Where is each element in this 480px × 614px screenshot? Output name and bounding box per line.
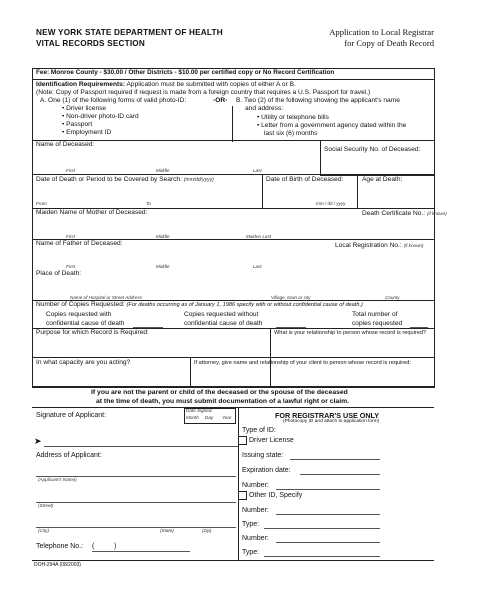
form-title-line1: Application to Local Registrar — [329, 27, 434, 37]
total-label2: copies requested — [352, 320, 403, 327]
village-caption: Village, town or city — [271, 295, 311, 300]
capacity-label: In what capacity are you acting? — [36, 359, 131, 366]
street-line[interactable] — [36, 502, 236, 503]
zip-caption: (Zip) — [202, 528, 212, 533]
copies-with-label: Copies requested with — [46, 311, 112, 318]
driver-license-label: Driver License — [249, 437, 294, 444]
expiration-label: Expiration date: — [242, 467, 291, 474]
signature-line[interactable] — [44, 446, 238, 447]
rule — [32, 560, 434, 561]
registrar-heading: FOR REGISTRAR'S USE ONLY — [275, 411, 380, 420]
street-caption: (Street) — [38, 503, 54, 508]
rule — [238, 407, 239, 560]
notice-line2: at the time of death, you must submit documentation of a lawful right or claim. — [96, 398, 350, 405]
death-cert-text: Death Certificate No.: — [362, 210, 426, 217]
rule — [262, 174, 263, 208]
copies-text: Number of Copies Requested: — [36, 301, 125, 308]
telephone-line[interactable] — [92, 551, 190, 552]
rule — [32, 174, 434, 175]
attorney-label: If attorney, give name and relationship of your client to person whose record is required: — [194, 360, 411, 366]
copies-label — [36, 301, 363, 308]
mother-label: Maiden Name of Mother of Deceased: — [36, 209, 148, 216]
date-signed-label: Date Signed: — [186, 408, 213, 413]
issuing-state-label: Issuing state: — [242, 452, 284, 459]
agency-name: NEW YORK STATE DEPARTMENT OF HEALTH — [36, 28, 223, 37]
local-reg-text: Local Registration No.: — [335, 242, 402, 249]
local-reg-label — [335, 242, 423, 249]
ssn-label: Social Security No. of Deceased: — [324, 146, 421, 153]
city-caption: (City) — [38, 528, 49, 533]
dob-format: mm / dd / yyyy — [316, 201, 346, 206]
other-id-label: Other ID, Specify — [249, 492, 303, 499]
date-of-death-text: Date of Death or Period to be Covered by Search: — [36, 176, 182, 183]
first-caption: First — [66, 168, 75, 173]
notice-line1: If you are not the parent or child of the deceased or the spouse of the deceased — [91, 389, 348, 396]
a-item-nondriver: • Non-driver photo-ID card — [62, 113, 139, 120]
applicant-name-caption: (Applicant's Name) — [38, 477, 77, 482]
address-label: Address of Applicant: — [36, 452, 102, 459]
middle-caption: Middle — [156, 168, 170, 173]
type-label-2: Type: — [242, 549, 260, 556]
agency-section: VITAL RECORDS SECTION — [36, 39, 145, 48]
number-label-3: Number: — [242, 535, 269, 542]
form-title-line2: for Copy of Death Record — [344, 38, 434, 48]
year-caption: Year — [222, 415, 232, 420]
state-caption: (State) — [160, 528, 174, 533]
type-input-1[interactable] — [264, 528, 380, 529]
option-a: A. One (1) of the following forms of valid photo-ID: — [40, 97, 187, 104]
id-divider — [232, 106, 233, 142]
type-input-2[interactable] — [264, 556, 380, 557]
b-item-letter: • Letter from a government agency dated within the — [257, 122, 407, 129]
rule — [357, 174, 358, 208]
from-caption: From — [36, 201, 47, 206]
type-of-id-label: Type of ID: — [242, 427, 276, 434]
paren-open: ( — [92, 543, 95, 550]
number-input-2[interactable] — [276, 514, 380, 515]
id-requirements — [36, 81, 296, 88]
telephone-label: Telephone No.: — [36, 543, 84, 550]
father-label: Name of Father of Deceased: — [36, 240, 123, 247]
age-at-death-label: Age at Death: — [362, 176, 403, 183]
number-input-1[interactable] — [276, 489, 380, 490]
dob-label: Date of Birth of Deceased: — [266, 176, 344, 183]
date-of-death-label — [36, 176, 214, 183]
fee-line: Fee: Monroe County - $30.00 / Other Districts - $10.00 per certified copy or No Record Certification — [36, 69, 335, 76]
month-caption: Month — [186, 415, 199, 420]
passport-note: (Note: Copy of Passport required if request is made from a foreign country that requires a U.S. Passport for travel.) — [36, 89, 371, 96]
if-known-2: (if known) — [403, 243, 424, 248]
id-req-heading: Identification Requirements: — [36, 81, 126, 88]
or-label: -OR- — [213, 97, 228, 104]
other-id-checkbox[interactable] — [238, 491, 247, 500]
a-item-passport: • Passport — [62, 121, 93, 128]
date-format: (mm/dd/yyyy) — [183, 177, 214, 183]
issuing-state-input[interactable] — [290, 459, 380, 460]
b-item-letter-cont: last six (6) months — [264, 130, 318, 137]
last-caption: Last — [253, 168, 262, 173]
driver-license-checkbox[interactable] — [238, 436, 247, 445]
first-caption: First — [66, 234, 75, 239]
id-req-text: Application must be submitted with copies of either A or B. — [125, 81, 296, 88]
relationship-label: What is your relationship to person whose record is required? — [274, 330, 427, 336]
signature-arrow-icon: ➤ — [34, 436, 42, 446]
a-item-employment: • Employment ID — [62, 129, 112, 136]
purpose-label: Purpose for which Record is Required: — [36, 329, 149, 336]
copies-without-label: Copies requested without — [184, 311, 259, 318]
place-of-death-label: Place of Death: — [36, 270, 82, 277]
county-caption: County — [385, 295, 400, 300]
death-cert-label — [362, 210, 447, 217]
day-caption: Day — [205, 415, 214, 420]
middle-caption: Middle — [156, 264, 170, 269]
registrar-subheading: (Photocopy ID and attach to application form) — [283, 419, 380, 424]
name-of-deceased-label: Name of Deceased: — [36, 141, 95, 148]
copies-with-label2: confidential cause of death — [46, 320, 125, 327]
option-b-cont: and address: — [245, 105, 284, 112]
number-input-3[interactable] — [276, 542, 380, 543]
maiden-last-caption: Maiden Last — [246, 234, 272, 239]
to-caption: To — [146, 201, 151, 206]
total-label: Total number of — [352, 311, 398, 318]
copies-without-label2: confidential cause of death — [184, 320, 263, 327]
middle-caption: Middle — [156, 234, 170, 239]
expiration-input[interactable] — [300, 474, 380, 475]
number-label-1: Number: — [242, 482, 269, 489]
a-item-driver: • Driver license — [62, 105, 107, 112]
option-b: B. Two (2) of the following showing the applicant's name — [236, 97, 400, 104]
first-caption: First — [66, 264, 75, 269]
type-label-1: Type: — [242, 521, 260, 528]
form-number: DOH-294A (08/2003) — [34, 562, 81, 568]
rule — [32, 386, 434, 387]
signature-label: Signature of Applicant: — [36, 412, 107, 419]
rule — [32, 357, 434, 358]
number-label-2: Number: — [242, 507, 269, 514]
last-caption: Last — [253, 264, 262, 269]
if-known-1: (if known) — [426, 211, 447, 216]
hospital-caption: Name of Hospital or Street Address — [70, 295, 143, 300]
rule — [190, 357, 191, 386]
b-item-bills: • Utility or telephone bills — [257, 114, 329, 121]
paren-close: ) — [114, 543, 117, 550]
copies-note: (For deaths occurring as of January 1, 1986 specify with or without confidential cause of death.) — [126, 302, 363, 308]
